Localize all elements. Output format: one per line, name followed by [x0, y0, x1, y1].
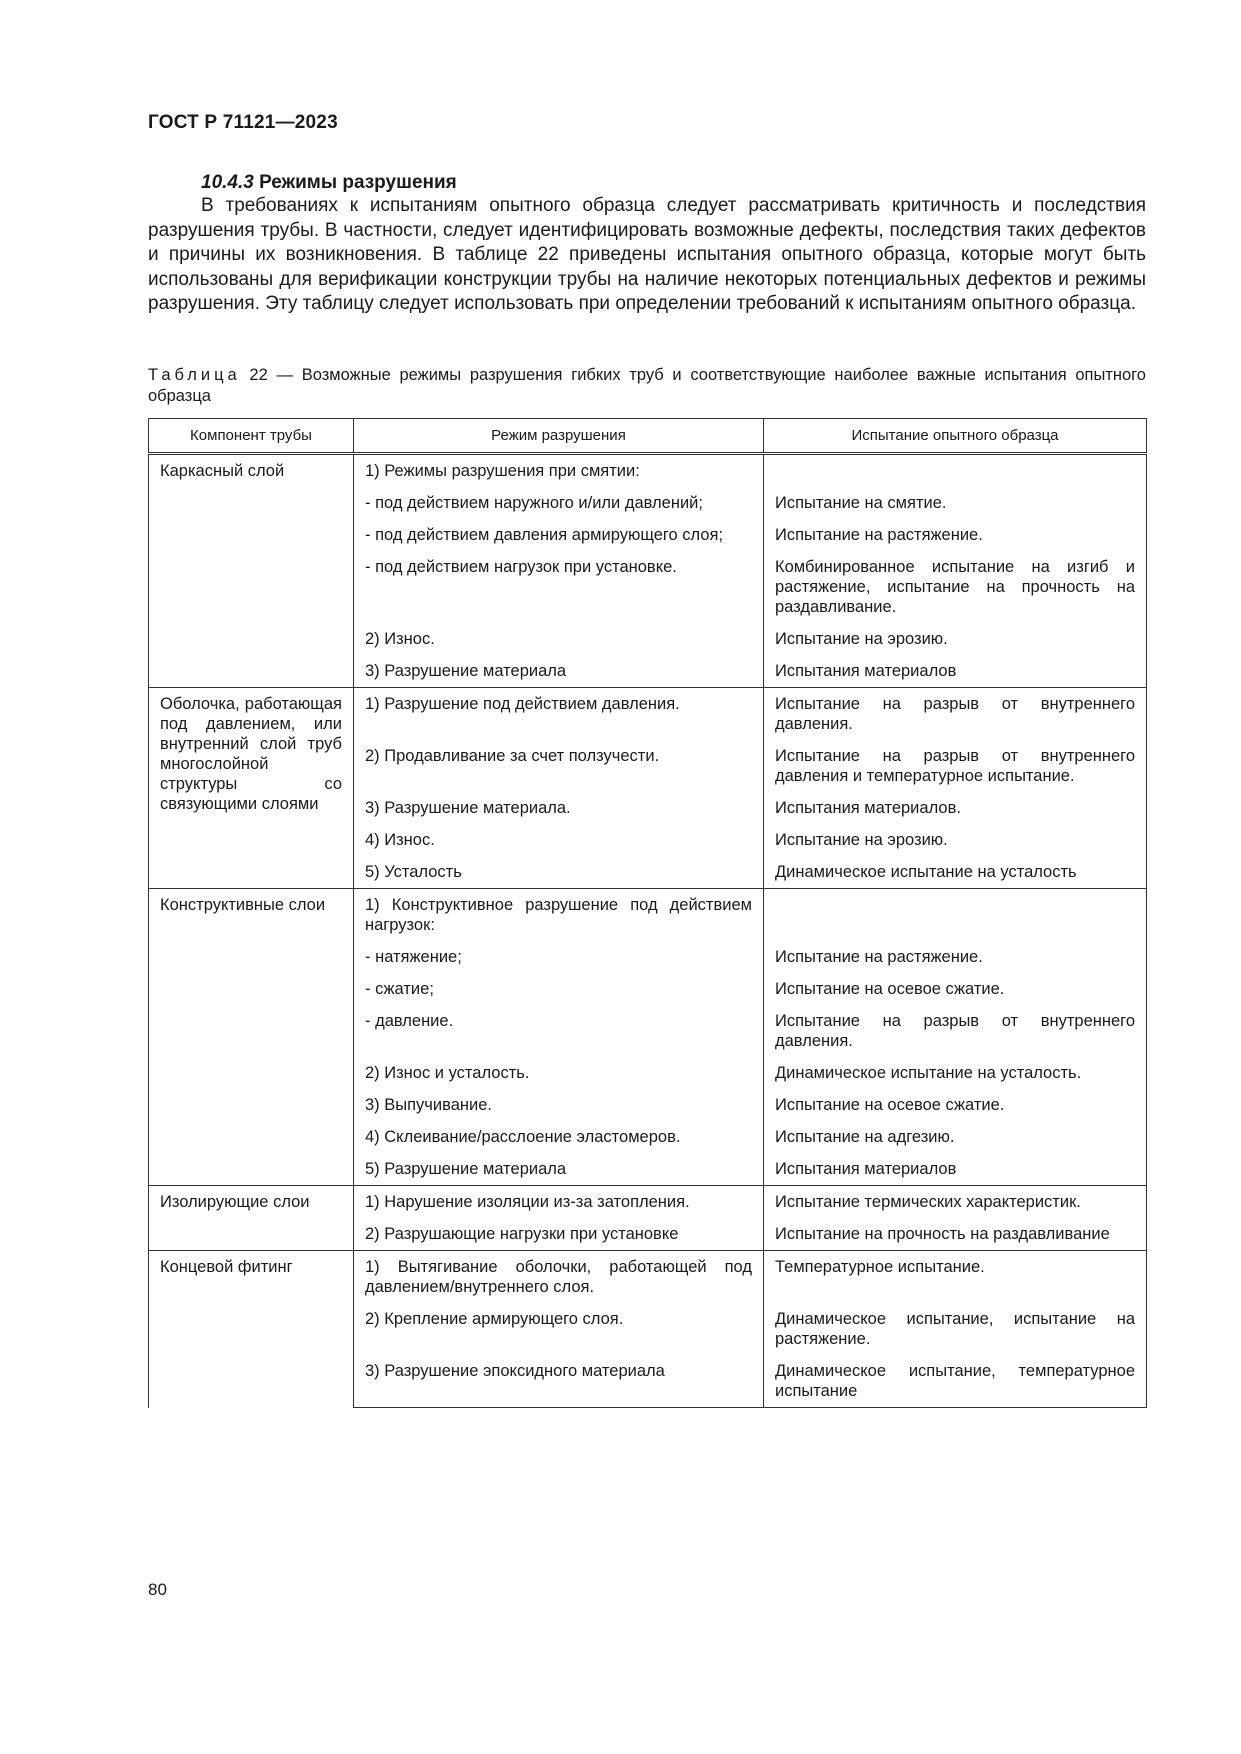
test-cell: Комбинированное испытание на изгиб и растяжение, испытание на прочность на раздавливание. [764, 551, 1147, 623]
component-cell: Оболочка, работающая под давлением, или внутренний слой труб многослойной структуры со связующими слоями [149, 688, 354, 889]
mode-cell: 1) Конструктивное разрушение под действием нагрузок: [354, 889, 764, 942]
test-cell: Испытание на разрыв от внутреннего давления. [764, 1005, 1147, 1057]
mode-cell: 1) Режимы разрушения при смятии: [354, 454, 764, 488]
section-number: 10.4.3 [201, 172, 254, 193]
mode-cell: 1) Вытягивание оболочки, работающей под давлением/внутреннего слоя. [354, 1251, 764, 1304]
mode-cell: 2) Износ. [354, 623, 764, 655]
mode-cell: - под действием нагрузок при установке. [354, 551, 764, 623]
section-heading [148, 171, 1146, 194]
mode-cell: - давление. [354, 1005, 764, 1057]
test-cell: Испытание на прочность на раздавливание [764, 1218, 1147, 1251]
test-cell: Динамическое испытание на усталость. [764, 1057, 1147, 1089]
component-cell: Каркасный слой [149, 454, 354, 688]
failure-modes-table [148, 418, 1147, 1408]
test-cell: Испытание на эрозию. [764, 623, 1147, 655]
document-code: ГОСТ Р 71121—2023 [148, 112, 338, 133]
test-cell: Испытания материалов [764, 655, 1147, 688]
test-cell: Динамическое испытание, испытание на растяжение. [764, 1303, 1147, 1355]
header-failure-mode: Режим разрушения [354, 419, 764, 454]
test-cell: Испытание на адгезию. [764, 1121, 1147, 1153]
test-cell: Температурное испытание. [764, 1251, 1147, 1304]
mode-cell: 2) Продавливание за счет ползучести. [354, 740, 764, 792]
mode-cell: 2) Износ и усталость. [354, 1057, 764, 1089]
test-cell: Динамическое испытание, температурное испытание [764, 1355, 1147, 1408]
test-cell: Испытание на осевое сжатие. [764, 1089, 1147, 1121]
mode-cell: - натяжение; [354, 941, 764, 973]
component-cell: Концевой фитинг [149, 1251, 354, 1408]
mode-cell: 2) Разрушающие нагрузки при установке [354, 1218, 764, 1251]
mode-cell: 1) Разрушение под действием давления. [354, 688, 764, 741]
section-title: Режимы разрушения [259, 172, 457, 193]
test-cell: Испытания материалов. [764, 792, 1147, 824]
mode-cell: 5) Усталость [354, 856, 764, 889]
test-cell: Испытание на эрозию. [764, 824, 1147, 856]
table-row [149, 454, 1147, 488]
component-cell: Изолирующие слои [149, 1186, 354, 1251]
mode-cell: 3) Разрушение материала [354, 655, 764, 688]
mode-cell: 3) Разрушение материала. [354, 792, 764, 824]
test-cell [764, 454, 1147, 488]
table-caption [148, 365, 1146, 407]
test-cell: Испытание на растяжение. [764, 941, 1147, 973]
mode-cell: - под действием давления армирующего слоя; [354, 519, 764, 551]
table-caption-text: 22 — Возможные режимы разрушения гибких труб и соответствующие наиболее важные испытания опытного образца [148, 366, 1146, 405]
header-prototype-test: Испытание опытного образца [764, 419, 1147, 454]
table-row [149, 688, 1147, 741]
mode-cell: 3) Разрушение эпоксидного материала [354, 1355, 764, 1408]
test-cell: Испытание на разрыв от внутреннего давления и температурное испытание. [764, 740, 1147, 792]
mode-cell: 4) Склеивание/расслоение эластомеров. [354, 1121, 764, 1153]
mode-cell: - под действием наружного и/или давлений; [354, 487, 764, 519]
mode-cell: 5) Разрушение материала [354, 1153, 764, 1186]
page-number: 80 [148, 1580, 167, 1599]
mode-cell: 1) Нарушение изоляции из-за затопления. [354, 1186, 764, 1219]
table-row [149, 1251, 1147, 1304]
table-row [149, 889, 1147, 942]
mode-cell: - сжатие; [354, 973, 764, 1005]
test-cell: Испытание термических характеристик. [764, 1186, 1147, 1219]
mode-cell: 3) Выпучивание. [354, 1089, 764, 1121]
section-10-4-3 [148, 171, 1146, 317]
section-paragraph: В требованиях к испытаниям опытного образца следует рассматривать критичность и последствия разрушения трубы. В частности, следует идентифицировать возможные дефекты, последствия таких дефектов и причины их возникновения. В таблице 22 приведены испытания опытного образца, которые могут быть использованы для верификации конструкции трубы на наличие некоторых потенциальных дефектов и режимы разрушения. Эту таблицу следует использовать при определении требований к испытаниям опытного образца. [148, 195, 1146, 315]
table-header-row [149, 419, 1147, 454]
test-cell: Испытание на смятие. [764, 487, 1147, 519]
test-cell: Испытания материалов [764, 1153, 1147, 1186]
mode-cell: 2) Крепление армирующего слоя. [354, 1303, 764, 1355]
test-cell: Динамическое испытание на усталость [764, 856, 1147, 889]
table-caption-label: Таблица [148, 366, 241, 384]
test-cell [764, 889, 1147, 942]
mode-cell: 4) Износ. [354, 824, 764, 856]
table-row [149, 1186, 1147, 1219]
test-cell: Испытание на растяжение. [764, 519, 1147, 551]
header-component: Компонент трубы [149, 419, 354, 454]
test-cell: Испытание на осевое сжатие. [764, 973, 1147, 1005]
component-cell: Конструктивные слои [149, 889, 354, 1186]
test-cell: Испытание на разрыв от внутреннего давления. [764, 688, 1147, 741]
